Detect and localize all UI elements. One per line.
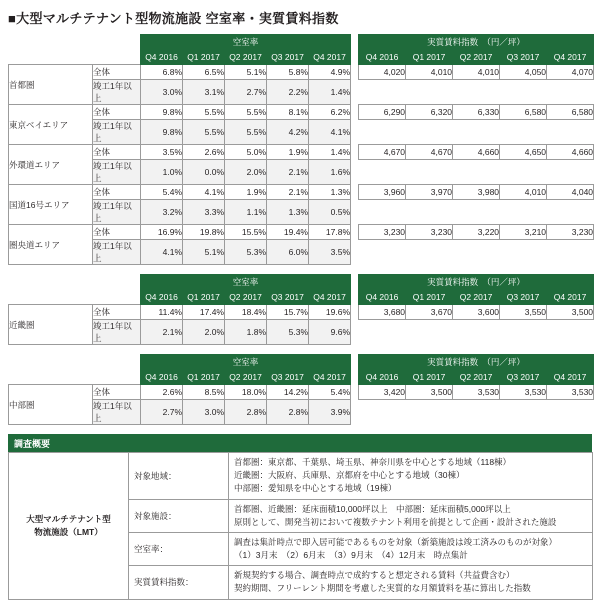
table-header-row xyxy=(9,35,594,50)
vacancy-value: 3.5% xyxy=(141,145,183,160)
rent-value: 4,010 xyxy=(406,65,453,80)
vacancy-value: 4.1% xyxy=(183,185,225,200)
rent-empty xyxy=(359,400,406,425)
vacancy-value: 2.2% xyxy=(267,80,309,105)
row-label-over1y: 竣工1年以上 xyxy=(93,400,141,425)
quarter-header: Q4 2017 xyxy=(547,50,594,65)
table-row xyxy=(9,120,594,145)
survey-subject-line1: 大型マルチテナント型 xyxy=(26,514,111,525)
rent-empty xyxy=(547,320,594,345)
vacancy-value: 0.0% xyxy=(183,160,225,185)
vacancy-header: 空室率 xyxy=(141,275,351,290)
vacancy-value: 17.8% xyxy=(309,225,351,240)
vacancy-value: 8.1% xyxy=(267,105,309,120)
rent-value: 4,040 xyxy=(547,185,594,200)
vacancy-value: 5.4% xyxy=(141,185,183,200)
rent-value: 3,670 xyxy=(406,305,453,320)
rent-value: 6,320 xyxy=(406,105,453,120)
vacancy-value: 15.5% xyxy=(225,225,267,240)
rent-index-header: 実質賃料指数 （円／坪） xyxy=(359,35,594,50)
empty-corner xyxy=(9,355,93,370)
row-label-over1y: 竣工1年以上 xyxy=(93,80,141,105)
quarter-header: Q1 2017 xyxy=(406,370,453,385)
survey-key: 実質賃料指数： xyxy=(129,566,229,599)
vacancy-value: 14.2% xyxy=(267,385,309,400)
quarter-header: Q3 2017 xyxy=(267,50,309,65)
chubu-area-table xyxy=(8,354,594,425)
vacancy-value: 6.5% xyxy=(183,65,225,80)
rent-value: 6,580 xyxy=(500,105,547,120)
rent-value: 3,960 xyxy=(359,185,406,200)
table-row xyxy=(9,320,594,345)
vacancy-value: 0.5% xyxy=(309,200,351,225)
rent-value: 3,210 xyxy=(500,225,547,240)
vacancy-value: 16.9% xyxy=(141,225,183,240)
survey-value-line: 調査は集計時点で即入居可能であるものを対象（新築施設は竣工済みのものが対象） xyxy=(234,536,558,547)
vacancy-value: 1.8% xyxy=(225,320,267,345)
rent-empty xyxy=(500,80,547,105)
vacancy-value: 3.2% xyxy=(141,200,183,225)
quarter-header: Q1 2017 xyxy=(406,50,453,65)
rent-value: 4,660 xyxy=(547,145,594,160)
vacancy-value: 3.5% xyxy=(309,240,351,265)
rent-empty xyxy=(359,200,406,225)
vacancy-value: 5.4% xyxy=(309,385,351,400)
vacancy-value: 5.1% xyxy=(183,240,225,265)
rent-value: 3,970 xyxy=(406,185,453,200)
vacancy-value: 3.0% xyxy=(141,80,183,105)
rent-value: 4,670 xyxy=(406,145,453,160)
page-title: ■大型マルチテナント型物流施設 空室率・実質賃料指数 xyxy=(8,11,339,26)
gap xyxy=(351,185,359,200)
vacancy-value: 3.9% xyxy=(309,400,351,425)
section-spacer xyxy=(8,345,592,354)
rent-empty xyxy=(453,80,500,105)
rent-empty xyxy=(453,320,500,345)
rent-empty xyxy=(406,400,453,425)
vacancy-value: 9.8% xyxy=(141,105,183,120)
survey-subject-line2: 物流施設（LMT） xyxy=(34,526,103,537)
quarter-header: Q2 2017 xyxy=(225,290,267,305)
survey-value-line: 中部圏：愛知県を中心とする地域（19棟） xyxy=(234,483,397,494)
gap xyxy=(351,370,359,385)
survey-table xyxy=(8,452,593,600)
region-label: 近畿圏 xyxy=(9,305,93,345)
quarter-header: Q4 2016 xyxy=(141,290,183,305)
vacancy-value: 2.0% xyxy=(225,160,267,185)
rent-value: 3,500 xyxy=(406,385,453,400)
quarter-header: Q3 2017 xyxy=(500,50,547,65)
rent-empty xyxy=(547,200,594,225)
quarter-header: Q2 2017 xyxy=(453,370,500,385)
vacancy-value: 2.8% xyxy=(267,400,309,425)
survey-row xyxy=(9,453,593,500)
gap xyxy=(351,305,359,320)
table-row xyxy=(9,65,594,80)
survey-value-line: 首都圏：東京都、千葉県、埼玉県、神奈川県を中心とする地域（118棟） xyxy=(234,457,512,467)
vacancy-value: 4.1% xyxy=(141,240,183,265)
rent-index-header: 実質賃料指数 （円／坪） xyxy=(359,355,594,370)
vacancy-value: 3.3% xyxy=(183,200,225,225)
row-label-over1y: 竣工1年以上 xyxy=(93,240,141,265)
vacancy-value: 2.1% xyxy=(141,320,183,345)
table-row xyxy=(9,385,594,400)
row-label-total: 全体 xyxy=(93,65,141,80)
vacancy-value: 5.8% xyxy=(267,65,309,80)
gap xyxy=(351,65,359,80)
rent-value: 4,010 xyxy=(500,185,547,200)
survey-value-line: （1）3月末 （2）6月末 （3）9月末 （4）12月末 時点集計 xyxy=(234,550,468,561)
gap xyxy=(351,400,359,425)
gap xyxy=(351,355,359,370)
gap xyxy=(351,320,359,345)
gap xyxy=(351,80,359,105)
quarter-header: Q4 2017 xyxy=(309,290,351,305)
vacancy-value: 15.7% xyxy=(267,305,309,320)
gap xyxy=(351,50,359,65)
vacancy-value: 19.6% xyxy=(309,305,351,320)
vacancy-value: 18.0% xyxy=(225,385,267,400)
rent-value: 3,220 xyxy=(453,225,500,240)
rent-empty xyxy=(500,120,547,145)
region-label: 首都圏 xyxy=(9,65,93,105)
rent-value: 6,580 xyxy=(547,105,594,120)
table-row xyxy=(9,160,594,185)
region-label: 外環道エリア xyxy=(9,145,93,185)
gap xyxy=(351,225,359,240)
quarter-header: Q4 2016 xyxy=(141,370,183,385)
vacancy-header: 空室率 xyxy=(141,35,351,50)
rent-value: 3,230 xyxy=(359,225,406,240)
row-label-over1y: 竣工1年以上 xyxy=(93,320,141,345)
gap xyxy=(351,120,359,145)
rent-empty xyxy=(547,400,594,425)
rent-empty xyxy=(453,200,500,225)
vacancy-value: 1.4% xyxy=(309,80,351,105)
table-row xyxy=(9,305,594,320)
vacancy-value: 1.9% xyxy=(267,145,309,160)
rent-empty xyxy=(453,160,500,185)
region-label: 国道16号エリア xyxy=(9,185,93,225)
rent-value: 3,550 xyxy=(500,305,547,320)
survey-heading: 調査概要 xyxy=(8,434,592,452)
region-label: 東京ベイエリア xyxy=(9,105,93,145)
quarter-header: Q3 2017 xyxy=(500,370,547,385)
vacancy-value: 2.6% xyxy=(183,145,225,160)
vacancy-value: 5.5% xyxy=(183,120,225,145)
row-label-over1y: 竣工1年以上 xyxy=(93,200,141,225)
vacancy-value: 4.9% xyxy=(309,65,351,80)
rent-value: 3,420 xyxy=(359,385,406,400)
vacancy-value: 8.5% xyxy=(183,385,225,400)
rent-empty xyxy=(453,120,500,145)
rent-value: 6,290 xyxy=(359,105,406,120)
survey-key: 対象施設： xyxy=(129,499,229,532)
vacancy-value: 5.5% xyxy=(225,105,267,120)
vacancy-value: 1.3% xyxy=(267,200,309,225)
empty-corner xyxy=(9,290,93,305)
rent-empty xyxy=(359,160,406,185)
gap xyxy=(351,145,359,160)
gap xyxy=(351,290,359,305)
rent-empty xyxy=(453,400,500,425)
rent-empty xyxy=(500,240,547,265)
survey-value-line: 近畿圏：大阪府、兵庫県、京都府を中心とする地域（30棟） xyxy=(234,470,465,481)
region-label: 中部圏 xyxy=(9,385,93,425)
table-header-row xyxy=(9,275,594,290)
vacancy-value: 4.1% xyxy=(309,120,351,145)
rent-value: 3,530 xyxy=(547,385,594,400)
vacancy-value: 6.2% xyxy=(309,105,351,120)
gap xyxy=(351,35,359,50)
gap xyxy=(351,385,359,400)
table-row xyxy=(9,185,594,200)
vacancy-value: 5.5% xyxy=(225,120,267,145)
metro-area-table xyxy=(8,34,594,265)
table-row xyxy=(9,240,594,265)
rent-value: 3,230 xyxy=(406,225,453,240)
table-row xyxy=(9,105,594,120)
quarter-header: Q1 2017 xyxy=(406,290,453,305)
rent-empty xyxy=(500,400,547,425)
quarter-header: Q4 2016 xyxy=(359,50,406,65)
row-label-total: 全体 xyxy=(93,225,141,240)
vacancy-value: 1.9% xyxy=(225,185,267,200)
row-label-total: 全体 xyxy=(93,305,141,320)
vacancy-value: 2.0% xyxy=(183,320,225,345)
quarter-header: Q3 2017 xyxy=(500,290,547,305)
quarter-header: Q4 2017 xyxy=(547,290,594,305)
rent-empty xyxy=(406,240,453,265)
table-subheader-row xyxy=(9,50,594,65)
empty-corner xyxy=(9,50,93,65)
rent-value: 4,650 xyxy=(500,145,547,160)
gap xyxy=(351,240,359,265)
survey-value-line: 首都圏、近畿圏：延床面積10,000坪以上 中部圏：延床面積5,000坪以上 xyxy=(234,503,511,514)
rent-empty xyxy=(406,160,453,185)
vacancy-value: 1.1% xyxy=(225,200,267,225)
rent-value: 3,230 xyxy=(547,225,594,240)
vacancy-value: 6.0% xyxy=(267,240,309,265)
table-header-row xyxy=(9,355,594,370)
survey-value xyxy=(229,499,593,532)
rent-empty xyxy=(406,200,453,225)
survey-value xyxy=(229,566,593,599)
quarter-header: Q2 2017 xyxy=(453,50,500,65)
row-label-total: 全体 xyxy=(93,185,141,200)
rent-empty xyxy=(547,80,594,105)
quarter-header: Q1 2017 xyxy=(183,290,225,305)
rent-empty xyxy=(359,120,406,145)
vacancy-value: 19.4% xyxy=(267,225,309,240)
rent-empty xyxy=(547,160,594,185)
gap xyxy=(351,160,359,185)
rent-empty xyxy=(547,240,594,265)
table-row xyxy=(9,400,594,425)
quarter-header: Q2 2017 xyxy=(225,50,267,65)
table-subheader-row xyxy=(9,290,594,305)
rent-empty xyxy=(453,240,500,265)
empty-corner xyxy=(9,370,93,385)
vacancy-value: 2.6% xyxy=(141,385,183,400)
survey-key: 空室率： xyxy=(129,532,229,565)
rent-empty xyxy=(359,320,406,345)
vacancy-value: 6.8% xyxy=(141,65,183,80)
vacancy-value: 2.7% xyxy=(225,80,267,105)
quarter-header: Q4 2016 xyxy=(141,50,183,65)
vacancy-value: 1.3% xyxy=(309,185,351,200)
vacancy-value: 1.4% xyxy=(309,145,351,160)
rent-index-header: 実質賃料指数 （円／坪） xyxy=(359,275,594,290)
rent-value: 3,500 xyxy=(547,305,594,320)
empty-corner xyxy=(93,35,141,50)
table-row xyxy=(9,145,594,160)
rent-empty xyxy=(547,120,594,145)
quarter-header: Q4 2016 xyxy=(359,290,406,305)
quarter-header: Q2 2017 xyxy=(225,370,267,385)
vacancy-value: 2.1% xyxy=(267,185,309,200)
rent-empty xyxy=(406,120,453,145)
empty-corner xyxy=(93,290,141,305)
vacancy-value: 5.3% xyxy=(225,240,267,265)
row-label-over1y: 竣工1年以上 xyxy=(93,120,141,145)
table-subheader-row xyxy=(9,370,594,385)
quarter-header: Q4 2017 xyxy=(547,370,594,385)
quarter-header: Q3 2017 xyxy=(267,370,309,385)
rent-value: 4,020 xyxy=(359,65,406,80)
quarter-header: Q4 2017 xyxy=(309,370,351,385)
vacancy-value: 1.0% xyxy=(141,160,183,185)
vacancy-value: 5.1% xyxy=(225,65,267,80)
row-label-total: 全体 xyxy=(93,105,141,120)
vacancy-header: 空室率 xyxy=(141,355,351,370)
row-label-total: 全体 xyxy=(93,145,141,160)
vacancy-value: 2.1% xyxy=(267,160,309,185)
rent-value: 6,330 xyxy=(453,105,500,120)
survey-value-line: 新規契約する場合、調査時点で成約すると想定される賃料（共益費含む） xyxy=(234,570,515,581)
row-label-total: 全体 xyxy=(93,385,141,400)
empty-corner xyxy=(9,275,93,290)
table-row xyxy=(9,225,594,240)
survey-value xyxy=(229,453,593,500)
quarter-header: Q2 2017 xyxy=(453,290,500,305)
vacancy-value: 19.8% xyxy=(183,225,225,240)
vacancy-value: 2.7% xyxy=(141,400,183,425)
rent-value: 4,660 xyxy=(453,145,500,160)
vacancy-value: 9.6% xyxy=(309,320,351,345)
vacancy-value: 5.0% xyxy=(225,145,267,160)
empty-corner xyxy=(93,370,141,385)
quarter-header: Q3 2017 xyxy=(267,290,309,305)
rent-empty xyxy=(359,80,406,105)
vacancy-value: 4.2% xyxy=(267,120,309,145)
row-label-over1y: 竣工1年以上 xyxy=(93,160,141,185)
vacancy-value: 18.4% xyxy=(225,305,267,320)
empty-corner xyxy=(93,275,141,290)
rent-empty xyxy=(500,160,547,185)
gap xyxy=(351,200,359,225)
survey-key: 対象地域： xyxy=(129,453,229,500)
quarter-header: Q1 2017 xyxy=(183,50,225,65)
empty-corner xyxy=(9,35,93,50)
rent-value: 4,670 xyxy=(359,145,406,160)
rent-value: 4,050 xyxy=(500,65,547,80)
vacancy-value: 11.4% xyxy=(141,305,183,320)
gap xyxy=(351,105,359,120)
vacancy-value: 17.4% xyxy=(183,305,225,320)
table-row xyxy=(9,80,594,105)
rent-value: 4,010 xyxy=(453,65,500,80)
region-label: 圏央道エリア xyxy=(9,225,93,265)
rent-empty xyxy=(406,80,453,105)
quarter-header: Q1 2017 xyxy=(183,370,225,385)
vacancy-value: 2.8% xyxy=(225,400,267,425)
rent-value: 3,600 xyxy=(453,305,500,320)
vacancy-value: 3.1% xyxy=(183,80,225,105)
section-spacer xyxy=(8,265,592,274)
survey-value-line: 原則として、開発当初において複数テナント利用を前提として企画・設計された施設 xyxy=(234,516,557,527)
gap xyxy=(351,275,359,290)
quarter-header: Q4 2016 xyxy=(359,370,406,385)
rent-value: 3,680 xyxy=(359,305,406,320)
empty-corner xyxy=(93,355,141,370)
vacancy-value: 9.8% xyxy=(141,120,183,145)
rent-empty xyxy=(500,320,547,345)
vacancy-value: 5.5% xyxy=(183,105,225,120)
survey-value-line: 契約期間、フリーレント期間を考慮した実質的な月額賃料を基に算出した指数 xyxy=(234,583,531,594)
rent-value: 3,530 xyxy=(453,385,500,400)
vacancy-value: 5.3% xyxy=(267,320,309,345)
vacancy-value: 1.6% xyxy=(309,160,351,185)
rent-value: 3,980 xyxy=(453,185,500,200)
rent-value: 4,070 xyxy=(547,65,594,80)
section-spacer xyxy=(8,425,592,434)
table-row xyxy=(9,200,594,225)
vacancy-value: 3.0% xyxy=(183,400,225,425)
quarter-header: Q4 2017 xyxy=(309,50,351,65)
empty-corner xyxy=(93,50,141,65)
survey-subject-title xyxy=(9,453,129,600)
rent-empty xyxy=(359,240,406,265)
rent-empty xyxy=(406,320,453,345)
rent-empty xyxy=(500,200,547,225)
kinki-area-table xyxy=(8,274,594,345)
rent-value: 3,530 xyxy=(500,385,547,400)
